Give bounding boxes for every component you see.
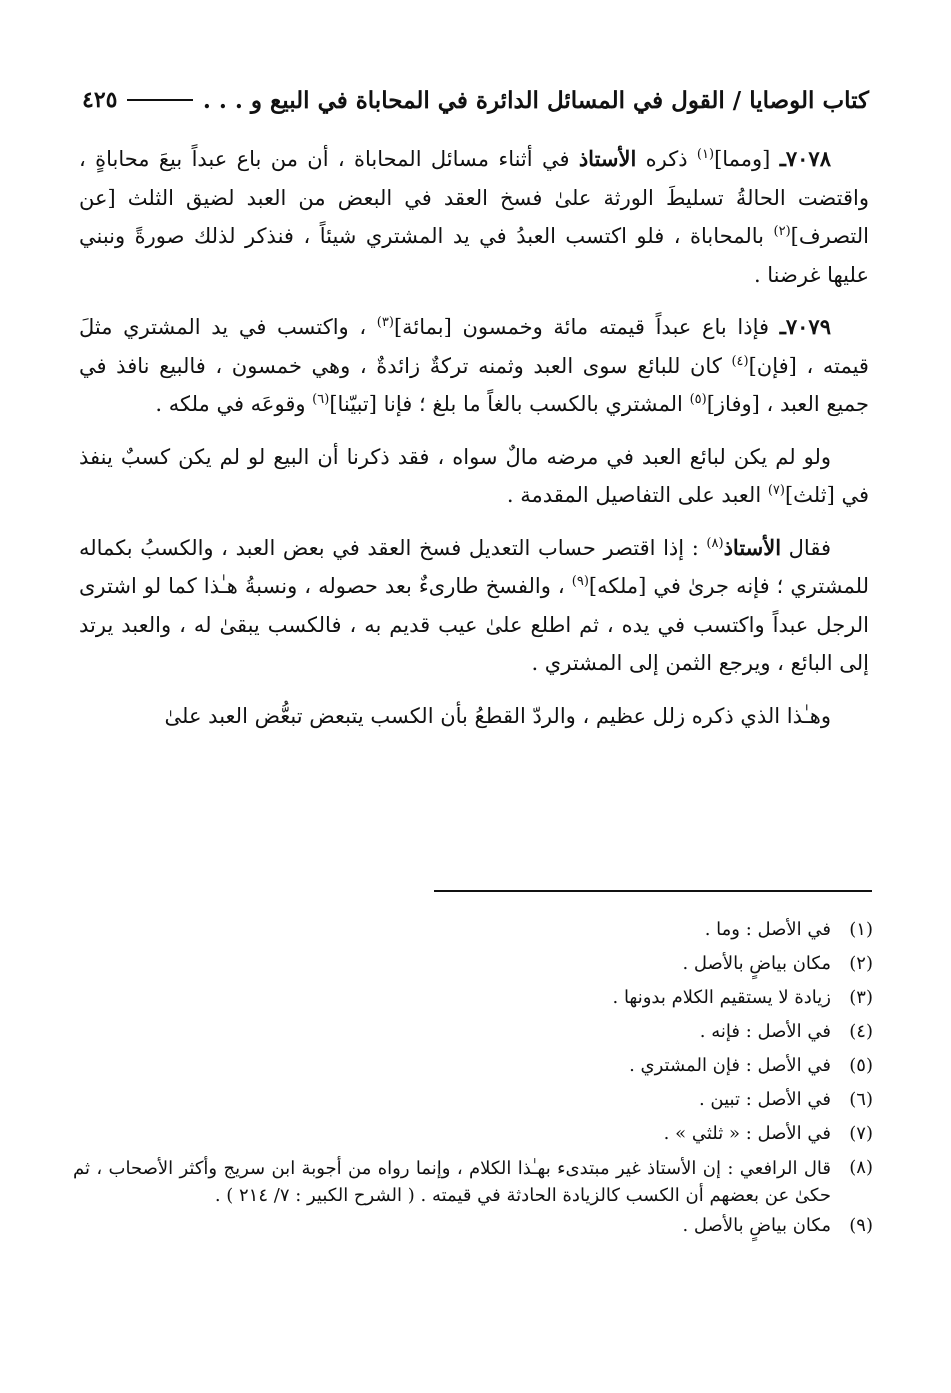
text-run: كان للبائع سوى العبد وثمنه تركةٌ زائدةٌ ، وهي خمسون ، فالبيع نافذ في جميع العبد ، [وفاز] bbox=[79, 353, 869, 416]
footnote-ref[interactable]: (٩) bbox=[571, 574, 589, 589]
footnote-ref[interactable]: (٢) bbox=[773, 224, 791, 239]
footnotes-list bbox=[73, 913, 873, 1243]
footnote-item bbox=[73, 1151, 873, 1209]
footnote-number: (٥) bbox=[849, 1055, 873, 1076]
footnote-ref[interactable]: (٤) bbox=[731, 353, 749, 369]
ustaz-term: الأستاذ bbox=[723, 534, 782, 560]
footnote-number: (٢) bbox=[849, 953, 873, 974]
footnote-text: في الأصل : تبين . bbox=[698, 1089, 831, 1110]
text-run: ولو لم يكن لبائع العبد في مرضه مالٌ سواه ، فقد ذكرنا أن البيع لو لم يكن كسبٌ ينفذ في [ثلث] bbox=[79, 444, 869, 507]
footnote-text: في الأصل : فإنه . bbox=[699, 1021, 831, 1042]
footnote-number: (٣) bbox=[849, 987, 873, 1008]
footnote-number: (٧) bbox=[849, 1123, 873, 1144]
footnote-item bbox=[73, 981, 873, 1015]
footnote-ref[interactable]: (١) bbox=[696, 147, 715, 162]
footnote-item bbox=[73, 913, 873, 947]
text-run: : إذا اقتصر حساب التعديل فسخ العقد في بعض العبد ، والكسبُ بكماله للمشتري ؛ فإنه جرىٰ في [ملكه] bbox=[79, 535, 869, 598]
paragraph-5 bbox=[79, 697, 869, 736]
footnote-ref[interactable]: (٣) bbox=[376, 315, 394, 330]
text-run: وهـٰذا الذي ذكره زلل عظيم ، والردّ القطعُ بأن الكسب يتبعض تبعُّض العبد علىٰ bbox=[164, 703, 831, 728]
footnote-number: (٤) bbox=[849, 1021, 873, 1042]
footnote-item bbox=[73, 1209, 873, 1243]
text-run: المشتري بالكسب بالغاً ما بلغ ؛ فإنا [تبيّنا] bbox=[329, 392, 690, 416]
footnote-separator bbox=[434, 890, 872, 892]
footnote-ref[interactable]: (٨) bbox=[706, 535, 724, 551]
footnote-item bbox=[73, 1083, 873, 1117]
page-number: ٤٢٥ bbox=[82, 87, 118, 113]
footnote-text: في الأصل : فإن المشتري . bbox=[629, 1055, 831, 1076]
footnote-number: (٨) bbox=[849, 1157, 873, 1178]
text-run: ذكره bbox=[636, 147, 697, 171]
footnote-ref[interactable]: (٧) bbox=[767, 483, 785, 498]
paragraph-7079 bbox=[79, 308, 869, 424]
text-run: ، والفسخ طارىءٌ بعد حصوله ، ونسبةُ هـٰذا كما لو اشترى الرجل عبداً واكتسب في يده ، ثم اطلع علىٰ عيب قديم به ، فالكسب يبقىٰ له ، والعبد يرتد إلى البائع ، ويرجع الثمن إلى المشتري . bbox=[79, 574, 869, 675]
footnote-item bbox=[73, 947, 873, 981]
text-run: فقال bbox=[781, 535, 831, 560]
footnote-ref[interactable]: (٥) bbox=[689, 392, 707, 407]
text-run: في أثناء مسائل المحاباة ، أن من باع عبداً بيعَ محاباةٍ ، واقتضت الحالةُ تسليطَ الورثة علىٰ فسخ العقد في البعض من العبد لضيق الثلث [عن التصرف] bbox=[79, 147, 869, 248]
text-run: [ومما] bbox=[714, 147, 780, 171]
header-rule bbox=[127, 99, 192, 101]
footnote-text: في الأصل : وما . bbox=[704, 919, 831, 940]
footnote-text: زيادة لا يستقيم الكلام بدونها . bbox=[612, 987, 831, 1008]
footnote-item bbox=[73, 1049, 873, 1083]
text-run: العبد على التفاصيل المقدمة . bbox=[506, 483, 768, 507]
footnote-text: في الأصل : « ثلثي » . bbox=[663, 1123, 831, 1144]
footnote-text: مكان بياضٍ بالأصل . bbox=[682, 1215, 831, 1236]
text-run: ، واكتسب في يد المشتري مثلَ قيمته ، [فإن] bbox=[79, 315, 869, 378]
footnote-text: مكان بياضٍ بالأصل . bbox=[682, 953, 831, 974]
footnote-number: (٦) bbox=[849, 1089, 873, 1110]
paragraph-3 bbox=[79, 438, 869, 515]
paragraph-number: ٧٠٧٨ـ bbox=[779, 146, 831, 171]
footnote-item bbox=[73, 1117, 873, 1151]
text-run: بالمحاباة ، فلو اكتسب العبدُ في يد المشتري شيئاً ، فنذكر لذلك صورةً ونبني عليها غرضنا . bbox=[79, 224, 869, 287]
footnote-ref[interactable]: (٦) bbox=[312, 392, 330, 407]
paragraph-4 bbox=[79, 529, 869, 683]
footnote-item bbox=[73, 1015, 873, 1049]
footnote-text: قال الرافعي : إن الأستاذ غير مبتدىء بهـٰذا الكلام ، وإنما رواه من أجوبة ابن سريج وأكثر الأصحاب ، ثم حكىٰ عن بعضهم أن الكسب كالزيادة الحادثة في قيمته . ( الشرح الكبير : ٧/ ٢١٤ ) . bbox=[73, 1158, 831, 1206]
ustaz-term: الأستاذ bbox=[578, 146, 637, 171]
main-text bbox=[79, 140, 869, 735]
footnote-number: (٩) bbox=[849, 1215, 873, 1236]
text-run: وقوعَه في ملكه . bbox=[155, 392, 313, 416]
text-run: فإذا باع عبداً قيمته مائة وخمسون [بمائة] bbox=[393, 315, 780, 339]
paragraph-number: ٧٠٧٩ـ bbox=[779, 314, 831, 339]
paragraph-gap bbox=[79, 424, 869, 438]
running-header bbox=[82, 80, 869, 120]
paragraph-gap bbox=[79, 515, 869, 529]
paragraph-7078 bbox=[79, 140, 869, 294]
header-title: كتاب الوصايا / القول في المسائل الدائرة في المحاباة في البيع و . . . bbox=[202, 86, 869, 114]
paragraph-gap bbox=[79, 683, 869, 697]
paragraph-gap bbox=[79, 294, 869, 308]
footnote-number: (١) bbox=[849, 919, 873, 940]
